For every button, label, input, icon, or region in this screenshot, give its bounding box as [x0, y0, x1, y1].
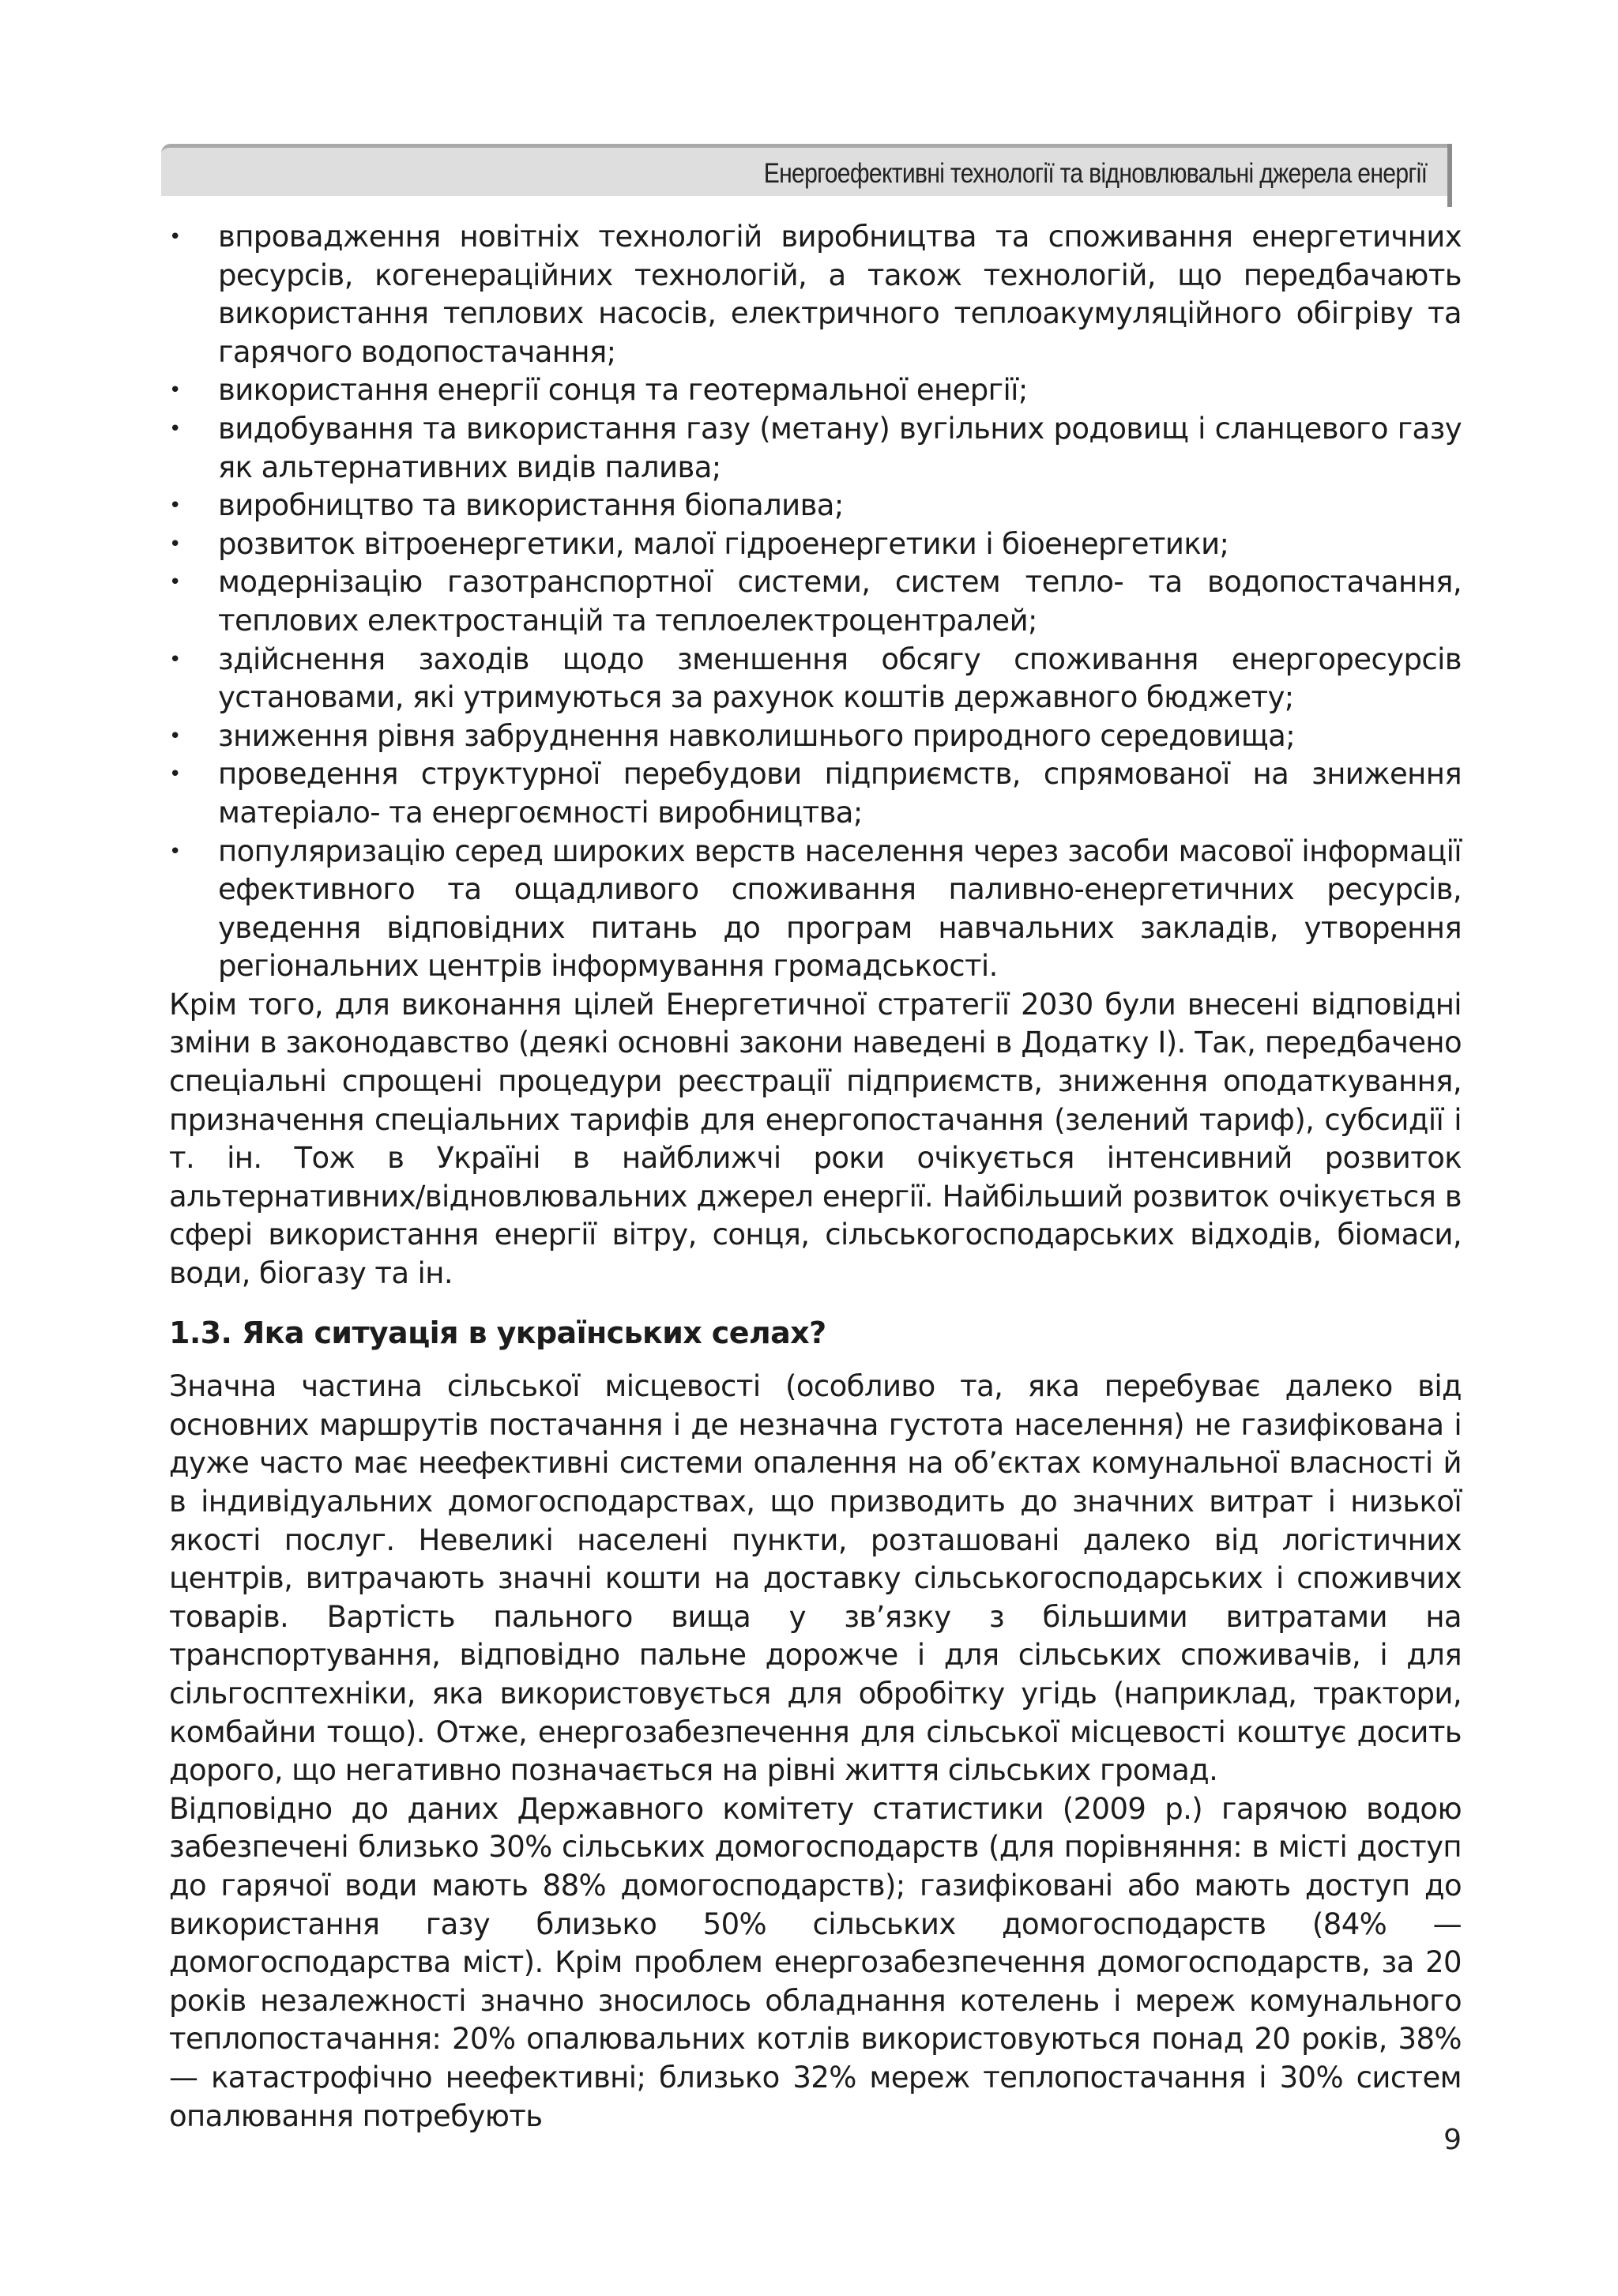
bullet-icon: • — [169, 532, 181, 556]
paragraph-statistics: Відповідно до даних Державного комітету статистики (2009 р.) гарячою водою забезпечені близько 30% сільських домогосподарств (для порівняння: в місті доступ до гарячої води мають 88% домогосподарств); газифіковані або мають доступ до використання газу близько 50% сільських домогосподарств (84% — домогосподарства міст). Крім проблем енергозабезпечення домогосподарств, за 20 років незалежності значно зносилось обладнання котелень і мереж комунального теплопостачання: 20% опалювальних котлів використовуються понад 20 років, 38% — катастрофічно неефективні; близько 32% мереж теплопостачання і 30% систем опалювання потребують — [169, 1791, 1462, 2133]
list-item-text: здійснення заходів щодо зменшення обсягу споживання енергоресурсів установами, які утримуються за рахунок коштів державного бюджету; — [218, 642, 1462, 715]
running-header-title: Енергоефективні технології та відновлювальні джерела енергії — [763, 158, 1427, 189]
page-content — [169, 218, 1462, 2136]
bullet-icon: • — [169, 762, 181, 787]
list-item-text: зниження рівня забруднення навколишнього природного середовища; — [218, 718, 1296, 753]
bullet-icon: • — [169, 225, 181, 249]
list-item-text: модернізацію газотранспортної системи, систем тепло- та водопостачання, теплових електростанцій та теплоелектроцентралей; — [218, 565, 1462, 638]
list-item-text: видобування та використання газу (метану) вугільних родовищ і сланцевого газу як альтернативних видів палива; — [218, 411, 1462, 484]
paragraph-rural-situation: Значна частина сільської місцевості (особливо та, яка перебуває далеко від основних маршрутів постачання і де незначна густота населення) не газифікована і дуже часто має неефективні системи опалення на об’єктах комунальної власності й в індивідуальних домогосподарствах, що призводить до значних витрат і низької якості послуг. Невеликі населені пункти, розташовані далеко від логістичних центрів, витрачають значні кошти на доставку сільськогосподарських і споживчих товарів. Вартість пального вища у зв’язку з більшими витратами на транспортування, відповідно пальне дорожче і для сільських споживачів, і для сільгосптехніки, яка використовується для обробітку угідь (наприклад, трактори, комбайни тощо). Отже, енергозабезпечення для сільської місцевості коштує досить дорого, що негативно позначається на рівні життя сільських громад. — [169, 1369, 1462, 1788]
bullet-list — [169, 218, 1462, 986]
list-item — [169, 641, 1462, 717]
list-item — [169, 487, 1462, 525]
list-item — [169, 371, 1462, 410]
list-item-text: популяризацію серед широких верств населення через засоби масової інформації ефективного та ощадливого споживання паливно-енергетичних ресурсів, уведення відповідних питань до програм навчальних закладів, утворення регіональних центрів інформування громадськості. — [218, 834, 1462, 984]
list-item-text: розвиток вітроенергетики, малої гідроенергетики і біоенергетики; — [218, 526, 1229, 561]
bullet-icon: • — [169, 416, 181, 441]
list-item — [169, 717, 1462, 756]
bullet-icon: • — [169, 494, 181, 518]
list-item-text: впровадження новітніх технологій виробництва та споживання енергетичних ресурсів, когенераційних технологій, а також технологій, що передбачають використання теплових насосів, електричного теплоакумуляційного обігріву та гарячого водопостачання; — [218, 220, 1462, 369]
bullet-icon: • — [169, 724, 181, 748]
list-item — [169, 755, 1462, 832]
list-item-text: виробництво та використання біопалива; — [218, 488, 844, 523]
list-item — [169, 833, 1462, 986]
bullet-icon: • — [169, 570, 181, 595]
list-item-text: проведення структурної перебудови підприємств, спрямованої на зниження матеріало- та енергоємності виробництва; — [218, 757, 1462, 830]
section-heading: 1.3. Яка ситуація в українських селах? — [169, 1315, 826, 1350]
bullet-icon: • — [169, 839, 181, 864]
bullet-icon: • — [169, 647, 181, 672]
list-item — [169, 563, 1462, 640]
running-header — [161, 144, 1452, 196]
list-item — [169, 525, 1462, 564]
list-item — [169, 218, 1462, 371]
paragraph-energy-strategy: Крім того, для виконання цілей Енергетичної стратегії 2030 були внесені відповідні зміни в законодавство (деякі основні закони наведені в Додатку I). Так, передбачено спеціальні спрощені процедури реєстрації підприємств, зниження оподаткування, призначення спеціальних тарифів для енергопостачання (зелений тариф), субсидії і т. ін. Тож в Україні в найближчі роки очікується інтенсивний розвиток альтернативних/відновлювальних джерел енергії. Найбільший розвиток очікується в сфері використання енергії вітру, сонця, сільськогосподарських відходів, біомаси, води, біогазу та ін. — [169, 987, 1462, 1291]
list-item-text: використання енергії сонця та геотермальної енергії; — [218, 373, 1028, 408]
page-number: 9 — [1443, 2124, 1462, 2156]
list-item — [169, 410, 1462, 487]
bullet-icon: • — [169, 378, 181, 403]
